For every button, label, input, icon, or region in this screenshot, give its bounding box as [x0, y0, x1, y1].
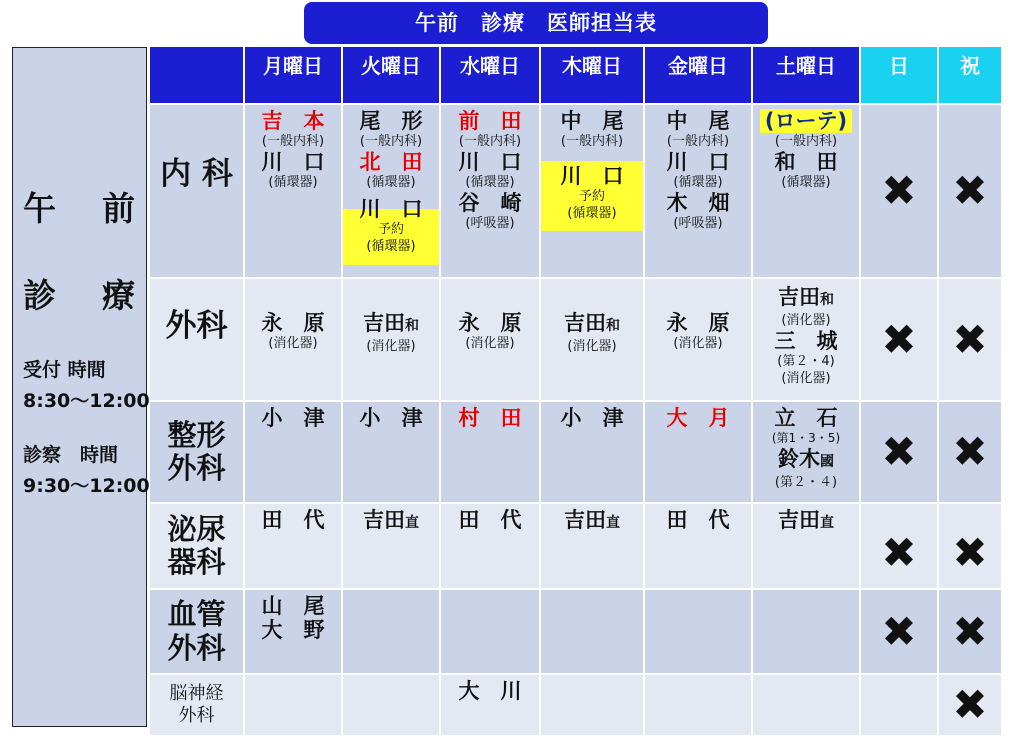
geka-mon: 永 原 (消化器) — [245, 279, 341, 400]
hinyo-mon: 田 代 — [245, 504, 341, 588]
hinyo-hol — [939, 504, 1001, 588]
naika-sun — [861, 105, 937, 277]
session-panel — [12, 47, 150, 727]
hinyo-fri: 田 代 — [645, 504, 751, 588]
seikei-hol — [939, 402, 1001, 502]
closed-icon: ✖ — [881, 427, 917, 476]
geka-thu: 吉田和 (消化器) — [541, 279, 643, 400]
closed-icon: ✖ — [952, 527, 988, 577]
hinyo-tue: 吉田直 — [343, 504, 439, 588]
naika-tue: 尾 形 (一般内科) 北 田 (循環器) 川 口 予約 (循環器) — [343, 105, 439, 277]
page-title: 午前 診療 医師担当表 — [304, 2, 768, 44]
closed-icon: ✖ — [952, 166, 988, 215]
noushinkei-thu — [541, 675, 643, 735]
closed-icon: ✖ — [952, 680, 988, 729]
noushinkei-sat — [753, 675, 859, 735]
naika-fri: 中 尾 (一般内科) 川 口 (循環器) 木 畑 (呼吸器) — [645, 105, 751, 277]
kekkan-mon: 山 尾 大 野 — [245, 590, 341, 673]
naika-wed: 前 田 (一般内科) 川 口 (循環器) 谷 崎 (呼吸器) — [441, 105, 539, 277]
seikei-fri: 大 月 — [645, 402, 751, 502]
noushinkei-hol — [939, 675, 1001, 735]
hinyo-thu: 吉田直 — [541, 504, 643, 588]
kekkan-tue — [343, 590, 439, 673]
geka-tue: 吉田和 (消化器) — [343, 279, 439, 400]
noushinkei-wed: 大 川 — [441, 675, 539, 735]
hinyo-sun — [861, 504, 937, 588]
header-fri: 金曜日 — [645, 47, 751, 103]
naika-thu: 中 尾 (一般内科) 川 口 予約 (循環器) — [541, 105, 643, 277]
reception-label: 受付 時間 — [23, 359, 106, 381]
session-label-clinic: 診 療 — [23, 276, 135, 315]
header-tue: 火曜日 — [343, 47, 439, 103]
dept-kekkan: 血管 外科 — [150, 590, 243, 673]
closed-icon: ✖ — [881, 606, 917, 656]
geka-sat: 吉田和 (消化器) 三 城 (第２・4) (消化器) — [753, 279, 859, 400]
hinyo-sat: 吉田直 — [753, 504, 859, 588]
kekkan-hol — [939, 590, 1001, 673]
closed-icon: ✖ — [952, 427, 988, 476]
hinyo-wed: 田 代 — [441, 504, 539, 588]
seikei-tue: 小 津 — [343, 402, 439, 502]
closed-icon: ✖ — [881, 314, 917, 364]
header-thu: 木曜日 — [541, 47, 643, 103]
closed-icon: ✖ — [952, 314, 988, 364]
header-sat: 土曜日 — [753, 47, 859, 103]
naika-mon: 吉 本 (一般内科) 川 口 (循環器) — [245, 105, 341, 277]
schedule-table — [150, 47, 1001, 735]
naika-hol — [939, 105, 1001, 277]
kekkan-sun — [861, 590, 937, 673]
closed-icon: ✖ — [952, 606, 988, 656]
rotation-badge: (ローテ) — [760, 109, 852, 133]
dept-seikei: 整形 外科 — [150, 402, 243, 502]
header-sun: 日 — [861, 47, 937, 103]
dept-noushinkei: 脳神経 外科 — [150, 675, 243, 735]
seikei-sat: 立 石 (第1・3・5) 鈴木國 (第２・４) — [753, 402, 859, 502]
dept-naika: 内 科 — [150, 105, 243, 277]
geka-fri: 永 原 (消化器) — [645, 279, 751, 400]
exam-time: 9:30〜12:00 — [23, 475, 150, 497]
noushinkei-sun — [861, 675, 937, 735]
exam-label: 診察 時間 — [23, 444, 119, 466]
geka-sun — [861, 279, 937, 400]
kekkan-fri — [645, 590, 751, 673]
header-wed: 水曜日 — [441, 47, 539, 103]
seikei-sun — [861, 402, 937, 502]
closed-icon: ✖ — [881, 166, 917, 215]
reception-time: 8:30〜12:00 — [23, 390, 150, 412]
naika-sat: (ローテ) (一般内科) 和 田 (循環器) — [753, 105, 859, 277]
geka-hol — [939, 279, 1001, 400]
noushinkei-fri — [645, 675, 751, 735]
dept-geka: 外科 — [150, 279, 243, 400]
closed-icon: ✖ — [881, 527, 917, 577]
seikei-wed: 村 田 — [441, 402, 539, 502]
seikei-thu: 小 津 — [541, 402, 643, 502]
seikei-mon: 小 津 — [245, 402, 341, 502]
session-label-am: 午 前 — [23, 189, 135, 228]
kekkan-wed — [441, 590, 539, 673]
header-hol: 祝 — [939, 47, 1001, 103]
geka-wed: 永 原 (消化器) — [441, 279, 539, 400]
noushinkei-tue — [343, 675, 439, 735]
header-corner — [150, 47, 243, 103]
noushinkei-mon — [245, 675, 341, 735]
header-mon: 月曜日 — [245, 47, 341, 103]
dept-hinyo: 泌尿 器科 — [150, 504, 243, 588]
kekkan-thu — [541, 590, 643, 673]
kekkan-sat — [753, 590, 859, 673]
